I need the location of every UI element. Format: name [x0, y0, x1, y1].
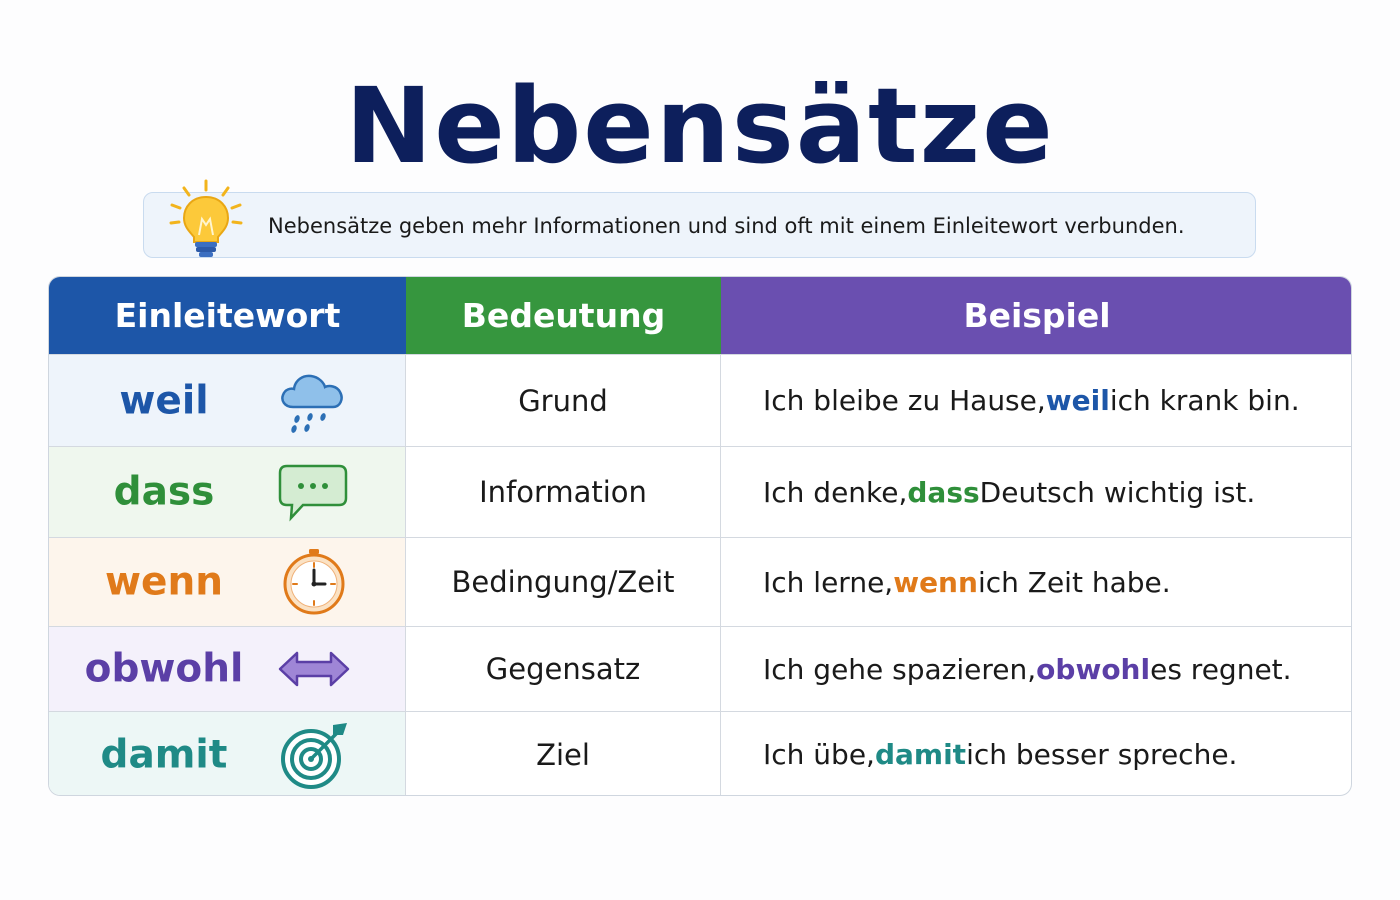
word-cell [49, 447, 406, 537]
page-title: Nebensätze [345, 65, 1055, 187]
example-keyword: damit [874, 738, 967, 771]
clock-icon [277, 548, 351, 616]
table-row [49, 711, 1352, 796]
info-box [143, 192, 1256, 258]
example-cell [721, 627, 1352, 711]
header-bedeutung: Bedeutung [406, 277, 721, 354]
example-cell [721, 538, 1352, 626]
conjunction-word: dass [113, 469, 215, 515]
header-beispiel: Beispiel [721, 277, 1352, 354]
example-text: Deutsch wichtig ist. [979, 475, 1256, 509]
example-text: ich Zeit habe. [977, 565, 1171, 599]
example-cell [721, 712, 1352, 796]
conjunction-word: obwohl [84, 646, 244, 692]
conjunction-word: wenn [104, 559, 223, 605]
table-row [49, 446, 1352, 537]
example-text: ich besser spreche. [966, 738, 1238, 771]
double-arrow-icon [277, 635, 351, 703]
word-cell [49, 355, 406, 446]
example-text: Ich bleibe zu Hause, [763, 384, 1046, 417]
meaning-cell: Gegensatz [406, 627, 721, 711]
example-text: Ich übe, [763, 738, 875, 771]
example-cell [721, 447, 1352, 537]
example-keyword: wenn [893, 565, 978, 599]
conjunction-word: weil [119, 378, 209, 423]
example-keyword: dass [907, 475, 980, 509]
info-text: Nebensätze geben mehr Informationen und sind oft mit einem Einleitewort verbunden. [268, 214, 1185, 238]
example-text: Ich denke, [763, 475, 908, 509]
word-cell [49, 712, 406, 796]
example-text: es regnet. [1150, 652, 1292, 686]
rain-cloud-icon [277, 367, 351, 435]
conjunction-table [48, 276, 1352, 796]
table-row [49, 537, 1352, 626]
table-row [49, 626, 1352, 711]
example-cell [721, 355, 1352, 446]
meaning-cell: Bedingung/Zeit [406, 538, 721, 626]
speech-bubble-icon [277, 458, 351, 526]
example-text: Ich gehe spazieren, [763, 652, 1037, 686]
example-keyword: weil [1045, 384, 1110, 417]
meaning-cell: Ziel [406, 712, 721, 796]
word-cell [49, 627, 406, 711]
header-einleitewort: Einleitewort [49, 277, 406, 354]
word-cell [49, 538, 406, 626]
example-text: ich krank bin. [1109, 384, 1300, 417]
meaning-cell: Grund [406, 355, 721, 446]
meaning-cell: Information [406, 447, 721, 537]
example-keyword: obwohl [1036, 652, 1151, 686]
table-row [49, 354, 1352, 446]
example-text: Ich lerne, [763, 565, 894, 599]
conjunction-word: damit [100, 732, 228, 777]
lightbulb-icon [164, 179, 248, 263]
target-icon [277, 721, 351, 789]
